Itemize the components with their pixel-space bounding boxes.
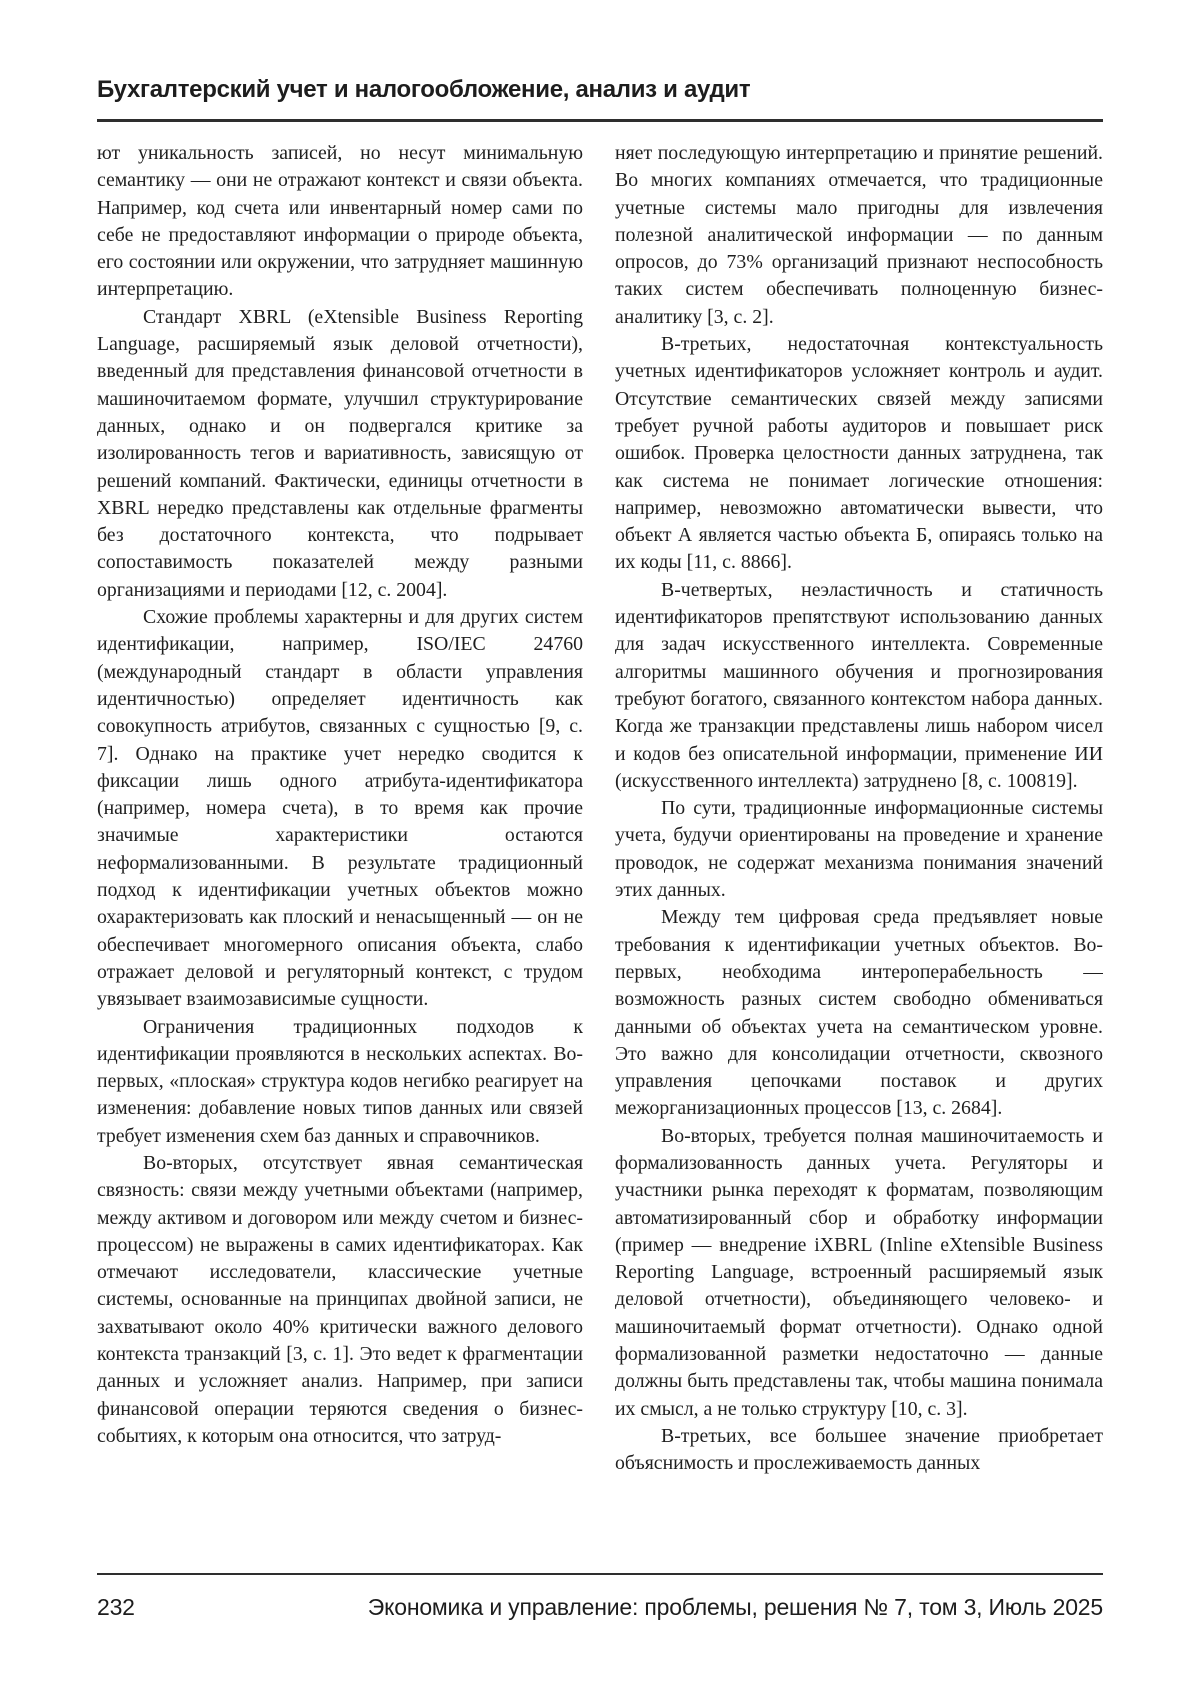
paragraph: Между тем цифровая среда предъявляет новые требования к идентификации учетных объектов. Во-первых, необходима интероперабельность — возможность разных систем свободно обмениваться данными об объектах учета на семантическом уровне. Это важно для консолидации отчетности, сквозного управления цепочками поставок и других межорганизационных процессов [13, с. 2684].	[615, 906, 1103, 1120]
page-footer	[97, 1594, 1103, 1621]
paragraph: В-третьих, все большее значение приобретает объяснимость и прослеживаемость данных	[615, 1424, 1103, 1475]
paragraph: няет последующую интерпретацию и принятие решений. Во многих компаниях отмечается, что традиционные учетные системы мало пригодны для извлечения полезной аналитической информации — по данным опросов, до 73% организаций признают неспособность таких систем обеспечивать полноценную бизнес-аналитику [3, с. 2].	[615, 142, 1103, 328]
paragraph: Ограничения традиционных подходов к идентификации проявляются в нескольких аспектах. Во-первых, «плоская» структура кодов негибко реагирует на изменения: добавление новых типов данных или связей требует изменения схем баз данных и справочников.	[97, 1015, 583, 1147]
paragraph: По сути, традиционные информационные системы учета, будучи ориентированы на проведение и хранение проводок, не содержат механизма понимания значений этих данных.	[615, 797, 1103, 902]
text-column-left	[97, 140, 583, 1570]
paragraph: Во-вторых, требуется полная машиночитаемость и формализованность данных учета. Регуляторы и участники рынка переходят к форматам, позволяющим автоматизированный сбор и обработку информации (пример — внедрение iXBRL (Inline eXtensible Business Reporting Language, встроенный расширяемый язык деловой отчетности), объединяющего человеко- и машиночитаемый формат отчетности). Однако одной формализованной разметки недостаточно — данные должны быть представлены так, чтобы машина понимала их смысл, а не только структуру [10, с. 3].	[615, 1124, 1103, 1420]
paragraph: Схожие проблемы характерны и для других систем идентификации, например, ISO/IEC 24760 (международный стандарт в области управления идентичностью) определяет идентичность как совокупность атрибутов, связанных с сущностью [9, с. 7]. Однако на практике учет нередко сводится к фиксации лишь одного атрибута-идентификатора (например, номера счета), в то время как прочие значимые характеристики остаются неформализованными. В результате традиционный подход к идентификации учетных объектов можно охарактеризовать как плоский и ненасыщенный — он не обеспечивает многомерного описания объекта, слабо отражает деловой и регуляторный контекст, с трудом увязывает взаимозависимые сущности.	[97, 606, 583, 1011]
paragraph: В-третьих, недостаточная контекстуальность учетных идентификаторов усложняет контроль и аудит. Отсутствие семантических связей между записями требует ручной работы аудиторов и повышает риск ошибок. Проверка целостности данных затруднена, так как система не понимает логические отношения: например, невозможно автоматически вывести, что объект А является частью объекта Б, опираясь только на их коды [11, с. 8866].	[615, 333, 1103, 574]
running-header-section-title: Бухгалтерский учет и налогообложение, анализ и аудит	[97, 76, 751, 103]
page-number: 232	[97, 1594, 135, 1620]
text-column-right	[615, 140, 1103, 1570]
paragraph: В-четвертых, неэластичность и статичность идентификаторов препятствуют использованию данных для задач искусственного интеллекта. Современные алгоритмы машинного обучения и прогнозирования требуют богатого, связанного контекстом набора данных. Когда же транзакции представлены лишь набором чисел и кодов без описательной информации, применение ИИ (искусственного интеллекта) затруднено [8, с. 100819].	[615, 578, 1103, 792]
paragraph: Во-вторых, отсутствует явная семантическая связность: связи между учетными объектами (например, между активом и договором или между счетом и бизнес-процессом) не выражены в самих идентификаторах. Как отмечают исследователи, классические учетные системы, основанные на принципах двойной записи, не захватывают около 40% критически важного делового контекста транзакций [3, с. 1]. Это ведет к фрагментации данных и усложняет анализ. Например, при записи финансовой операции теряются сведения о бизнес-событиях, к которым она относится, что затруд-	[97, 1151, 583, 1447]
header-rule	[97, 119, 1103, 122]
journal-citation-line: Экономика и управление: проблемы, решения № 7, том 3, Июль 2025	[367, 1594, 1103, 1620]
paragraph: Стандарт XBRL (eXtensible Business Reporting Language, расширяемый язык деловой отчетности), введенный для представления финансовой отчетности в машиночитаемом формате, улучшил структурирование данных, однако и он подвергался критике за изолированность тегов и вариативность, зависящую от решений компаний. Фактически, единицы отчетности в XBRL нередко представлены как отдельные фрагменты без достаточного контекста, что подрывает сопоставимость показателей между разными организациями и периодами [12, с. 2004].	[97, 305, 583, 601]
footer-rule	[97, 1573, 1103, 1575]
paragraph: ют уникальность записей, но несут минимальную семантику — они не отражают контекст и связи объекта. Например, код счета или инвентарный номер сами по себе не предоставляют информации о природе объекта, его состоянии или окружении, что затрудняет машинную интерпретацию.	[97, 142, 583, 301]
article-body	[97, 140, 1103, 1570]
